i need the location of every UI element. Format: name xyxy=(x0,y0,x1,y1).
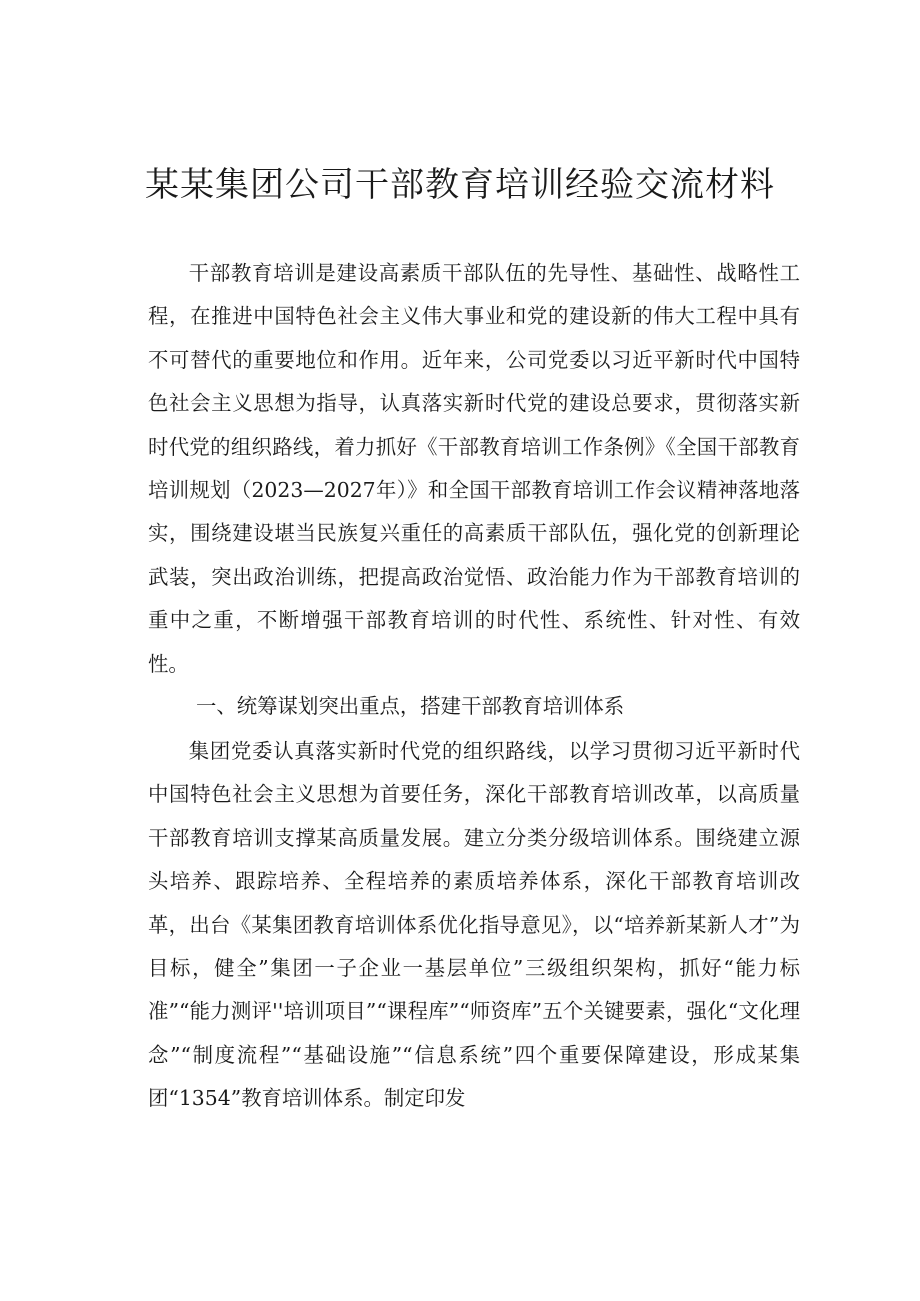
section-1-paragraph: 集团党委认真落实新时代党的组织路线，以学习贯彻习近平新时代中国特色社会主义思想为首要任务，深化干部教育培训改革，以高质量干部教育培训支撑某高质量发展。建立分类分级培训体系。围绕建立源头培养、跟踪培养、全程培养的素质培养体系，深化干部教育培训改革，出台《某集团教育培训体系优化指导意见》，以“培养新某新人才”为目标，健全”集团一子企业一基层单位”三级组织架构，抓好“能力标准”“能力测评''培训项目”“课程库”“师资库”五个关键要素，强化“文化理念”“制度流程”“基础设施”“信息系统”四个重要保障建设，形成某集团“1354”教育培训体系。制定印发 xyxy=(148,739,800,1111)
section-heading-1: 一、统筹谋划突出重点，搭建干部教育培训体系 xyxy=(196,694,625,718)
document-title: 某某集团公司干部教育培训经验交流材料 xyxy=(145,165,775,205)
intro-paragraph: 干部教育培训是建设高素质干部队伍的先导性、基础性、战略性工程，在推进中国特色社会主义伟大事业和党的建设新的伟大工程中具有不可替代的重要地位和作用。近年来，公司党委以习近平新时代中国特色社会主义思想为指导，认真落实新时代党的建设总要求，贯彻落实新时代党的组织路线，着力抓好《干部教育培训工作条例》《全国干部教育培训规划（2023—2027年）》和全国干部教育培训工作会议精神落地落实，围绕建设堪当民族复兴重任的高素质干部队伍，强化党的创新理论武装，突出政治训练，把提高政治觉悟、政治能力作为干部教育培训的重中之重，不断增强干部教育培训的时代性、系统性、针对性、有效性。 xyxy=(148,261,800,676)
